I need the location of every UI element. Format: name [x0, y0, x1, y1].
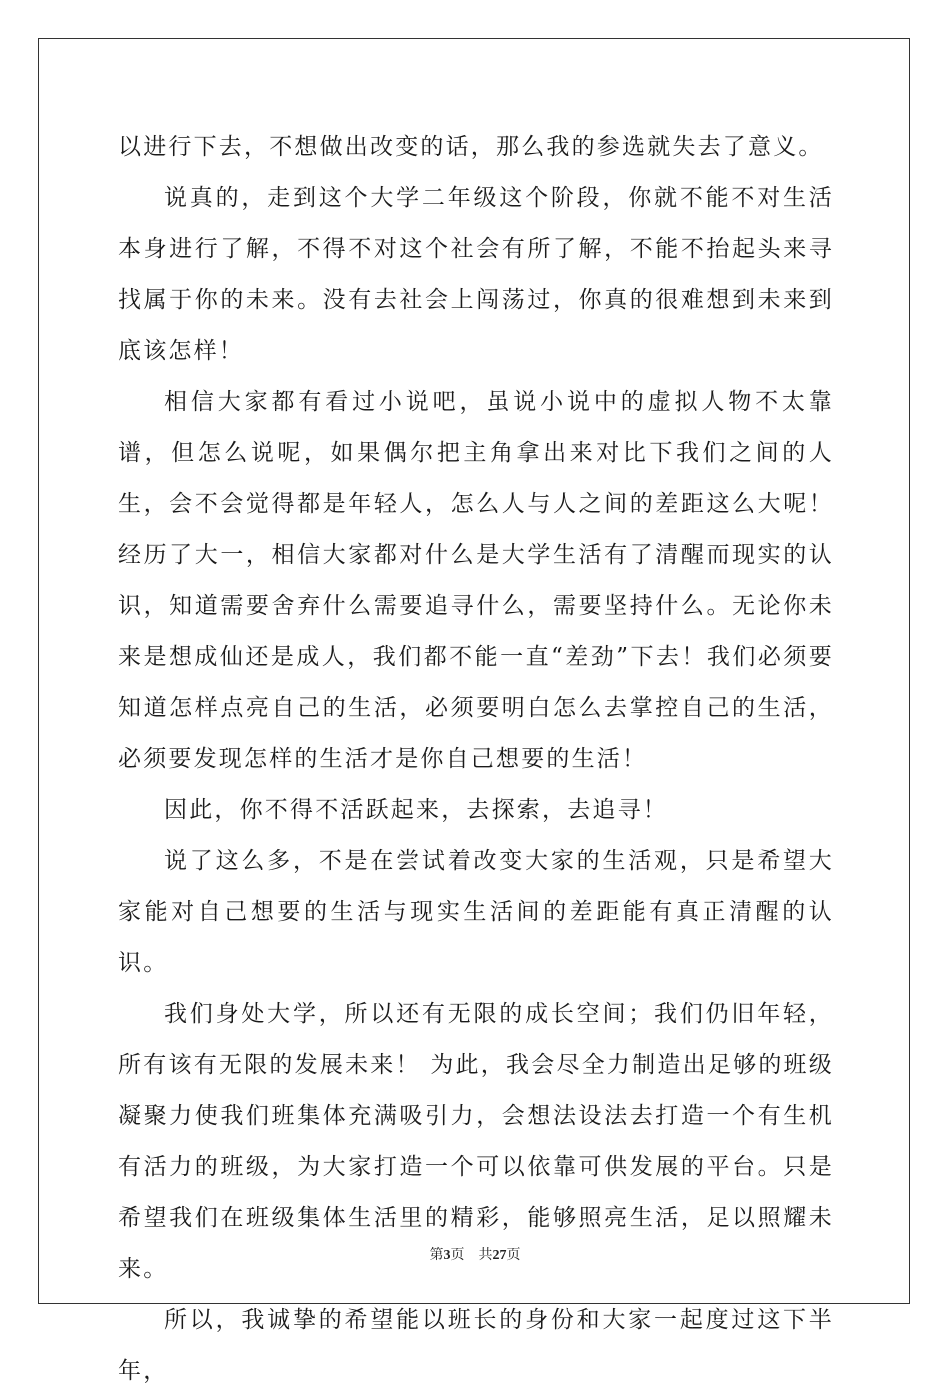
total-prefix: 共 — [478, 1247, 493, 1263]
paragraph-5: 说了这么多，不是在尝试着改变大家的生活观，只是希望大家能对自己想要的生活与现实生活间的差距能有真正清醒的认识。 — [118, 848, 834, 976]
total-page-number: 27 — [492, 1248, 507, 1263]
page-footer — [0, 1244, 950, 1264]
current-page-number: 3 — [443, 1248, 451, 1263]
paragraph-7: 所以，我诚挚的希望能以班长的身份和大家一起度过这下半年， — [118, 1307, 834, 1384]
total-suffix: 页 — [506, 1247, 521, 1263]
document-body — [118, 122, 834, 1397]
paragraph-2: 说真的，走到这个大学二年级这个阶段，你就不能不对生活本身进行了解，不得不对这个社会有所了解，不能不抬起头来寻找属于你的未来。没有去社会上闯荡过，你真的很难想到未来到底该怎样！ — [118, 185, 834, 364]
paragraph-4: 因此，你不得不活跃起来，去探索，去追寻！ — [164, 797, 668, 823]
paragraph-6: 我们身处大学，所以还有无限的成长空间；我们仍旧年轻，所有该有无限的发展未来！ 为此，我会尽全力制造出足够的班级凝聚力使我们班集体充满吸引力，会想法设法去打造一个有生机有活力的班级，为大家打造一个可以依靠可供发展的平台。只是希望我们在班级集体生活里的精彩，能够照亮生活，足以照耀未来。 — [118, 1001, 834, 1282]
page-prefix: 第 — [429, 1247, 444, 1263]
paragraph-1: 以进行下去，不想做出改变的话，那么我的参选就失去了意义。 — [118, 134, 824, 160]
page-suffix: 页 — [450, 1247, 465, 1263]
paragraph-3: 相信大家都有看过小说吧，虽说小说中的虚拟人物不太靠谱，但怎么说呢，如果偶尔把主角拿出来对比下我们之间的人生，会不会觉得都是年轻人，怎么人与人之间的差距这么大呢！经历了大一，相信大家都对什么是大学生活有了清醒而现实的认识，知道需要舍弃什么需要追寻什么，需要坚持什么。无论你未来是想成仙还是成人，我们都不能一直“差劲”下去！我们必须要知道怎样点亮自己的生活，必须要明白怎么去掌控自己的生活，必须要发现怎样的生活才是你自己想要的生活！ — [118, 389, 834, 772]
